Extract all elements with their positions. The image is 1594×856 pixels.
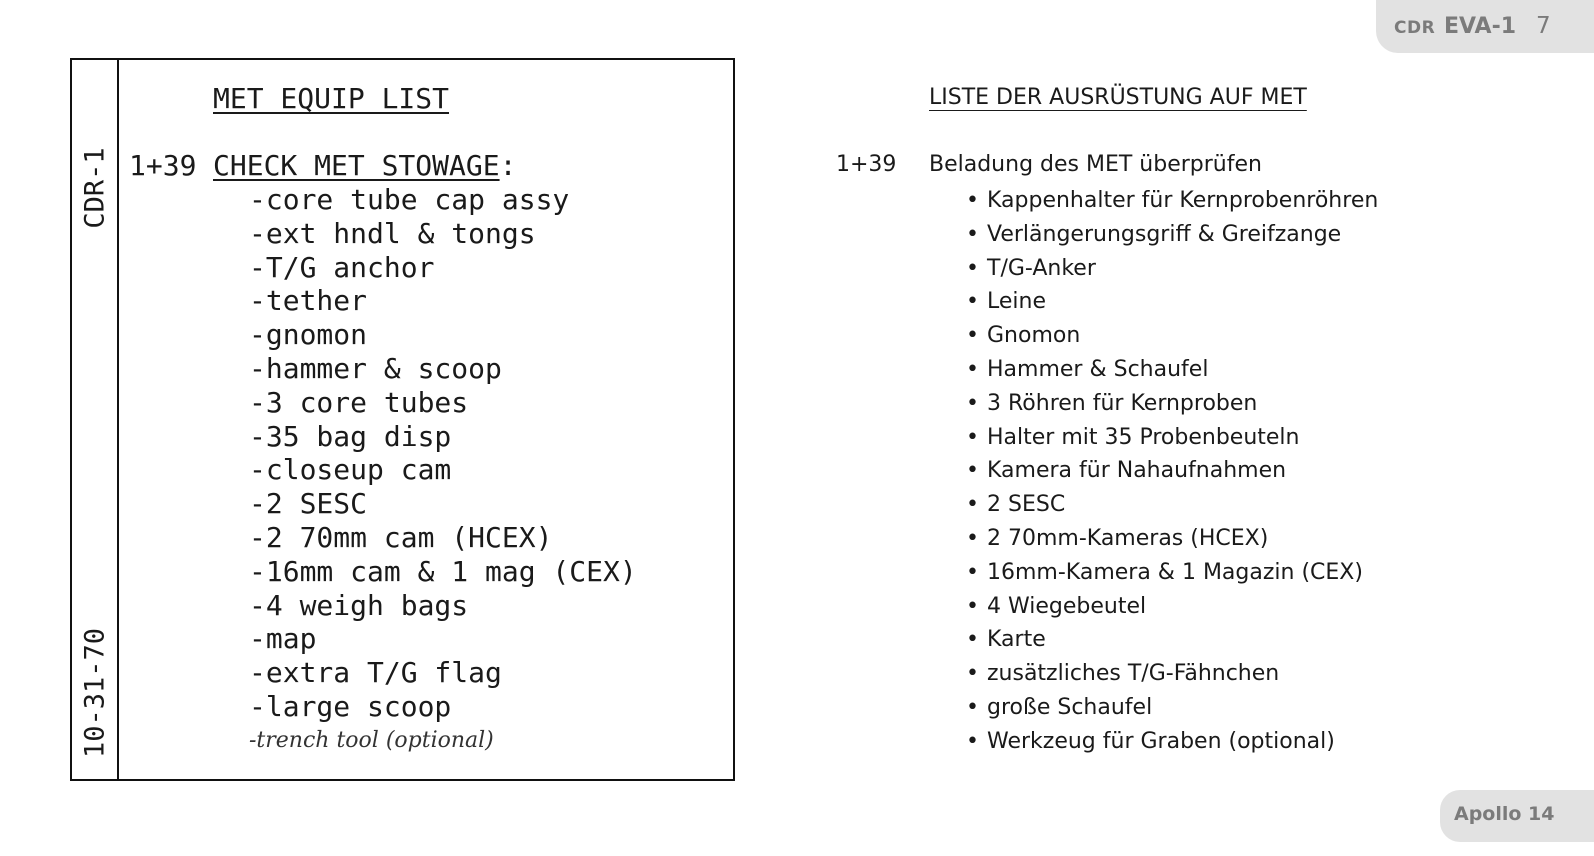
card-title: MET EQUIP LIST <box>213 82 450 115</box>
list-item: -16mm cam & 1 mag (CEX) <box>249 554 637 588</box>
eva-label: EVA-1 <box>1444 14 1517 39</box>
list-item-text: Karte <box>987 627 1046 653</box>
list-item: -ext hndl & tongs <box>249 216 536 250</box>
card-item-list <box>249 183 637 758</box>
list-item <box>966 387 1378 421</box>
list-item-text: Leine <box>987 289 1046 315</box>
page-number: 7 <box>1536 13 1551 39</box>
bullet-icon: • <box>966 424 979 450</box>
card-side-gutter <box>72 60 119 779</box>
translation-step-heading: Beladung des MET überprüfen <box>929 152 1262 177</box>
list-item <box>966 319 1378 353</box>
mission-label: Apollo 14 <box>1454 803 1555 825</box>
bullet-icon: • <box>966 593 979 619</box>
list-item-text: Werkzeug für Graben (optional) <box>987 728 1335 754</box>
list-item <box>966 590 1378 624</box>
translation-item-list <box>966 184 1378 759</box>
list-item <box>966 522 1378 556</box>
list-item: -hammer & scoop <box>249 351 502 385</box>
translation-step-number: 1+39 <box>836 152 897 177</box>
page-header-tab <box>1376 0 1594 53</box>
list-item: -4 weigh bags <box>249 588 469 622</box>
list-item: -tether <box>249 284 368 318</box>
list-item <box>966 454 1378 488</box>
list-item: -2 70mm cam (HCEX) <box>249 520 553 554</box>
bullet-icon: • <box>966 356 979 382</box>
list-item: -2 SESC <box>249 487 368 521</box>
list-item: -35 bag disp <box>249 419 452 453</box>
list-item-text: Verlängerungsgriff & Greifzange <box>987 221 1342 247</box>
bullet-icon: • <box>966 188 979 213</box>
list-item-text: große Schaufel <box>987 694 1153 720</box>
list-item-text: 2 70mm-Kameras (HCEX) <box>987 525 1269 551</box>
list-item-text: Gnomon <box>987 323 1081 349</box>
list-item-text: Halter mit 35 Probenbeuteln <box>987 424 1300 450</box>
list-item-text: 16mm-Kamera & 1 Magazin (CEX) <box>987 559 1363 585</box>
checklist-card <box>70 58 735 781</box>
list-item <box>966 623 1378 657</box>
bullet-icon: • <box>966 627 979 653</box>
list-item <box>966 556 1378 590</box>
list-item-text: Kappenhalter für Kernprobenröhren <box>987 188 1379 213</box>
bullet-icon: • <box>966 661 979 687</box>
list-item <box>966 488 1378 522</box>
list-item: -extra T/G flag <box>249 656 502 690</box>
bullet-icon: • <box>966 221 979 247</box>
bullet-icon: • <box>966 525 979 551</box>
step-heading-text: CHECK MET STOWAGE <box>213 149 500 182</box>
list-item: -3 core tubes <box>249 385 469 419</box>
bullet-icon: • <box>966 255 979 281</box>
bullet-icon: • <box>966 728 979 754</box>
list-item <box>966 184 1378 218</box>
list-item: -map <box>249 622 317 656</box>
list-item-text: zusätzliches T/G-Fähnchen <box>987 661 1280 687</box>
list-item: -large scoop <box>249 689 452 723</box>
list-item: -gnomon <box>249 318 368 352</box>
list-item <box>966 252 1378 286</box>
bullet-icon: • <box>966 559 979 585</box>
side-label-date: 10-31-70 <box>79 627 110 759</box>
list-item-text: 4 Wiegebeutel <box>987 593 1147 619</box>
list-item: -core tube cap assy <box>249 183 570 216</box>
bullet-icon: • <box>966 289 979 315</box>
step-heading <box>213 149 516 183</box>
side-label-crew: CDR-1 <box>79 147 110 229</box>
bullet-icon: • <box>966 694 979 720</box>
list-item <box>966 657 1378 691</box>
list-item <box>966 725 1378 759</box>
bullet-icon: • <box>966 458 979 484</box>
list-item: -T/G anchor <box>249 250 435 284</box>
list-item <box>966 218 1378 252</box>
list-item-text: T/G-Anker <box>987 255 1096 281</box>
list-item-text: Kamera für Nahaufnahmen <box>987 458 1287 484</box>
bullet-icon: • <box>966 390 979 416</box>
bullet-icon: • <box>966 492 979 518</box>
list-item-text: 3 Röhren für Kernproben <box>987 390 1258 416</box>
list-item <box>966 285 1378 319</box>
list-item: -closeup cam <box>249 453 452 487</box>
step-number: 1+39 <box>129 149 197 182</box>
list-item <box>966 421 1378 455</box>
list-item <box>966 353 1378 387</box>
translation-title: LISTE DER AUSRÜSTUNG AUF MET <box>929 85 1307 110</box>
bullet-icon: • <box>966 323 979 349</box>
step-heading-colon: : <box>499 149 517 182</box>
list-item-text: Hammer & Schaufel <box>987 356 1209 382</box>
page-footer-tab <box>1440 790 1594 842</box>
handwritten-list-item: -trench tool (optional) <box>249 727 494 753</box>
list-item-text: 2 SESC <box>987 492 1066 518</box>
list-item <box>966 691 1378 725</box>
crew-role-label: CDR <box>1394 18 1436 38</box>
